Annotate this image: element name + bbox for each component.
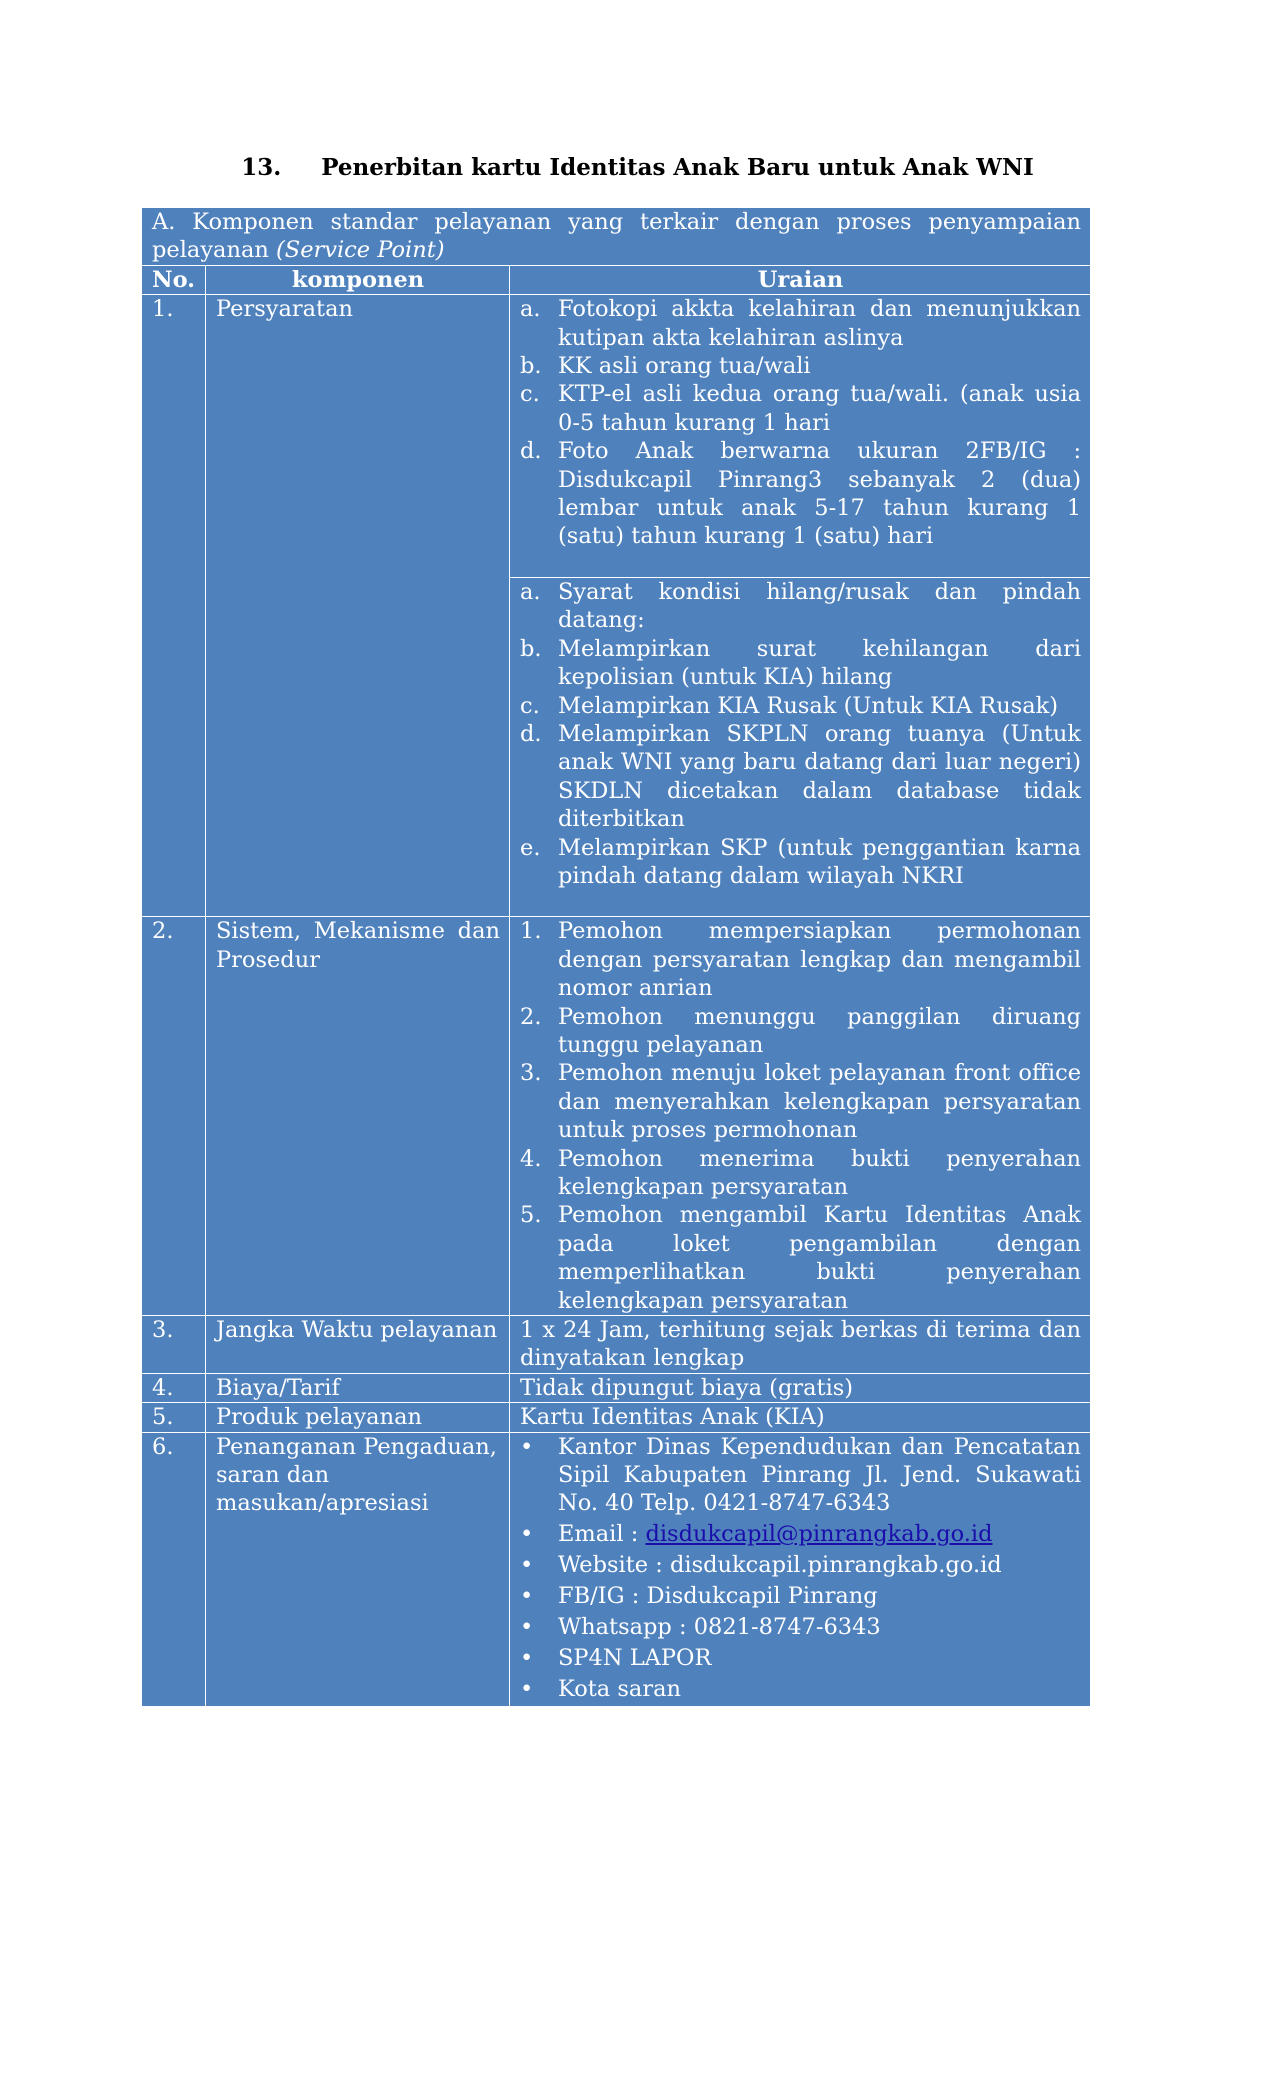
row-value: 1 x 24 Jam, terhitung sejak berkas di terima dan dinyatakan lengkap: [510, 1316, 1091, 1374]
list-item: [520, 1433, 1081, 1518]
whatsapp-text: Whatsapp : 0821-8747-6343: [558, 1614, 881, 1641]
bullet-icon: •: [520, 1552, 534, 1579]
list-item: b. Melampirkan surat kehilangan dari kepolisian (untuk KIA) hilang: [520, 635, 1082, 691]
table-row: [142, 1403, 1091, 1432]
contact-cell: [510, 1432, 1091, 1706]
row-value: Kartu Identitas Anak (KIA): [510, 1403, 1091, 1432]
list-item: a. Syarat kondisi hilang/rusak dan pindah datang:: [520, 578, 1082, 634]
list-item: 3. Pemohon menuju loket pelayanan front office dan menyerahkan kelengkapan persyaratan untuk proses permohonan: [520, 1060, 1082, 1144]
requirements-list: [520, 295, 1081, 551]
procedure-cell: [510, 917, 1091, 1316]
service-standard-table: [141, 207, 1091, 1707]
bullet-icon: •: [520, 1433, 534, 1460]
special-conditions-list: [520, 578, 1081, 890]
office-address: Kantor Dinas Kependudukan dan Pencatatan Sipil Kabupaten Pinrang Jl. Jend. Sukawati No. 40 Telp. 0421-8747-6343: [558, 1433, 1082, 1517]
header-uraian: Uraian: [510, 265, 1091, 294]
list-item: 2. Pemohon menunggu panggilan diruang tunggu pelayanan: [520, 1003, 1082, 1058]
intro-row: [142, 208, 1091, 266]
row-label: Penanganan Pengaduan, saran dan masukan/apresiasi: [206, 1432, 510, 1706]
intro-italic: (Service Point): [276, 237, 445, 264]
table-row: [142, 295, 1091, 578]
table-row: [142, 1316, 1091, 1374]
row-value: Tidak dipungut biaya (gratis): [510, 1373, 1091, 1402]
row-label: Sistem, Mekanisme dan Prosedur: [206, 917, 510, 1316]
header-no: No.: [142, 265, 206, 294]
row-label: Produk pelayanan: [206, 1403, 510, 1432]
table-row: [142, 917, 1091, 1316]
list-item: 4. Pemohon menerima bukti penyerahan kelengkapan persyaratan: [520, 1145, 1082, 1200]
section-title: Penerbitan kartu Identitas Anak Baru untuk Anak WNI: [321, 154, 1034, 181]
table-row: [142, 1432, 1091, 1706]
website-text: Website : disdukcapil.pinrangkab.go.id: [558, 1552, 1002, 1579]
row-number: 6.: [142, 1432, 206, 1706]
list-item: a. Fotokopi akkta kelahiran dan menunjukkan kutipan akta kelahiran aslinya: [520, 296, 1082, 351]
list-item: [520, 1582, 1081, 1610]
section-heading: [0, 154, 1275, 181]
table-row: [142, 1373, 1091, 1402]
header-row: [142, 265, 1091, 294]
row-label: Biaya/Tarif: [206, 1373, 510, 1402]
list-item: [520, 1644, 1081, 1672]
list-item: e. Melampirkan SKP (untuk penggantian karna pindah datang dalam wilayah NKRI: [520, 834, 1082, 889]
list-item: 5. Pemohon mengambil Kartu Identitas Anak pada loket pengambilan dengan memperlihatkan bukti penyerahan kelengkapan persyaratan: [520, 1202, 1082, 1314]
special-conditions-cell: [510, 577, 1091, 916]
fbig-text: FB/IG : Disdukcapil Pinrang: [558, 1583, 878, 1610]
header-komponen: komponen: [206, 265, 510, 294]
sp4n-text: SP4N LAPOR: [558, 1645, 712, 1671]
bullet-icon: •: [520, 1645, 534, 1671]
kota-saran-text: Kota saran: [558, 1675, 681, 1702]
list-item: c. Melampirkan KIA Rusak (Untuk KIA Rusak): [520, 692, 1059, 719]
row-label: Persyaratan: [206, 295, 510, 917]
list-item: [520, 1613, 1081, 1641]
bullet-icon: •: [520, 1675, 534, 1702]
bullet-icon: •: [520, 1583, 534, 1610]
list-item: c. KTP-el asli kedua orang tua/wali. (anak usia 0-5 tahun kurang 1 hari: [520, 381, 1082, 436]
intro-text: A. Komponen standar pelayanan yang terkair dengan proses penyampaian pelayanan: [152, 209, 1082, 264]
list-item: b. KK asli orang tua/wali: [520, 353, 811, 380]
email-label: Email :: [558, 1521, 646, 1548]
procedure-list: [520, 917, 1081, 1315]
contact-list: [520, 1433, 1081, 1704]
row-number: 3.: [142, 1316, 206, 1374]
row-number: 4.: [142, 1373, 206, 1402]
list-item: [520, 1551, 1081, 1579]
row-number: 5.: [142, 1403, 206, 1432]
list-item: d. Melampirkan SKPLN orang tuanya (Untuk anak WNI yang baru datang dari luar negeri) SKDLN dicetakan dalam database tidak diterbitkan: [520, 720, 1082, 833]
row-label: Jangka Waktu pelayanan: [206, 1316, 510, 1374]
section-number: 13.: [241, 154, 282, 181]
list-item: d. Foto Anak berwarna ukuran 2FB/IG : Disdukcapil Pinrang3 sebanyak 2 (dua) lembar untuk anak 5-17 tahun kurang 1 (satu) tahun kurang 1 (satu) hari: [520, 438, 1082, 550]
intro-cell: [142, 208, 1091, 266]
bullet-icon: •: [520, 1521, 534, 1548]
list-item: [520, 1675, 1081, 1703]
bullet-icon: •: [520, 1614, 534, 1641]
requirements-cell: [510, 295, 1091, 578]
list-item: 1. Pemohon mempersiapkan permohonan dengan persyaratan lengkap dan mengambil nomor anrian: [520, 918, 1082, 1002]
row-number: 1.: [142, 295, 206, 917]
list-item: [520, 1520, 1081, 1548]
row-number: 2.: [142, 917, 206, 1316]
email-link[interactable]: disdukcapil@pinrangkab.go.id: [645, 1521, 993, 1548]
